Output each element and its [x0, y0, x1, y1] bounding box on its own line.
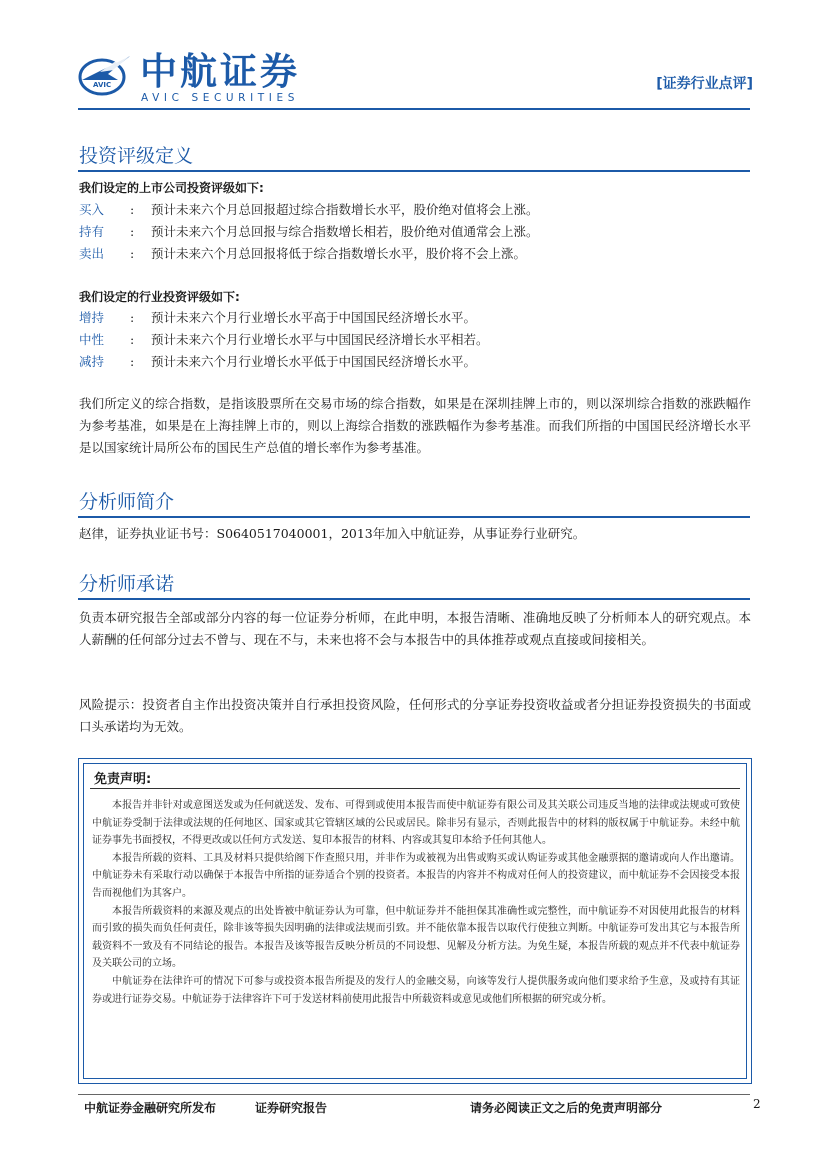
- rating-row: [79, 243, 751, 265]
- rating-label: 买入: [79, 202, 105, 217]
- footer-publisher: 中航证券金融研究所发布: [84, 1101, 217, 1115]
- rating-label: 持有: [79, 224, 105, 239]
- risk-warning: 风险提示：投资者自主作出投资决策并自行承担投资风险，任何形式的分享证券投资收益或者分担证券投资损失的书面或口头承诺均为无效。: [79, 697, 751, 734]
- rating-description: 预计未来六个月总回报将低于综合指数增长水平，股价将不会上涨。: [151, 246, 527, 261]
- disclaimer-title: 免责声明:: [94, 772, 152, 787]
- brand-name-en: AVIC SECURITIES: [141, 92, 299, 104]
- disclaimer-paragraph: 中航证券在法律许可的情况下可参与或投资本报告所提及的发行人的金融交易，向该等发行人提供服务或向他们要求给予生意，及或持有其证券或进行证券交易。中航证券于法律容许下可于发送材料前使用此报告中所载资料或意见或他们所根据的研究或分析。: [92, 975, 740, 1005]
- section-divider: [78, 598, 750, 600]
- disclaimer-divider: [90, 788, 740, 789]
- brand-name-cn: 中航证券: [140, 50, 300, 93]
- rating-label: 中性: [79, 332, 105, 347]
- header-divider: [78, 108, 750, 110]
- rating-row: [79, 307, 751, 329]
- section-divider: [78, 516, 750, 518]
- avic-logo: [78, 50, 138, 96]
- disclaimer-paragraph: 本报告并非针对或意图送发或为任何就送发、发布、可得到或使用本报告而使中航证券有限公司及其关联公司违反当地的法律或法规或可致使中航证券受制于法律或法规的任何地区、国家或其它管辖区域的公民或居民。除非另有显示，否则此报告中的材料的版权属于中航证券。未经中航证券事先书面授权，不得更改或以任何方式发送、复印本报告的材料、内容或其复印本给予任何其他人。: [92, 800, 740, 847]
- rating-description: 预计未来六个月行业增长水平低于中国国民经济增长水平。: [151, 354, 477, 369]
- section-title-ratings: 投资评级定义: [79, 145, 194, 167]
- index-definition-note: 我们所定义的综合指数，是指该股票所在交易市场的综合指数，如果是在深圳挂牌上市的，则以深圳综合指数的涨跌幅作为参考基准，如果是在上海挂牌上市的，则以上海综合指数的涨跌幅作为参考基准。而我们所指的中国国民经济增长水平是以国家统计局所公布的国民生产总值的增长率作为参考基准。: [79, 396, 751, 455]
- rating-label: 增持: [79, 310, 105, 325]
- rating-description: 预计未来六个月总回报超过综合指数增长水平，股价绝对值将会上涨。: [151, 202, 539, 217]
- rating-colon: :: [130, 354, 135, 369]
- analyst-commitment: 负责本研究报告全部或部分内容的每一位证券分析师，在此申明，本报告清晰、准确地反映了分析师本人的研究观点。本人薪酬的任何部分过去不曾与、现在不与，未来也将不会与本报告中的具体推荐或观点直接或间接相关。: [79, 610, 751, 647]
- section-divider: [78, 170, 750, 172]
- rating-label: 减持: [79, 354, 105, 369]
- rating-row: [79, 199, 751, 221]
- rating-row: [79, 329, 751, 351]
- rating-description: 预计未来六个月行业增长水平与中国国民经济增长水平相若。: [151, 332, 489, 347]
- footer-report-kind: 证券研究报告: [255, 1101, 328, 1115]
- rating-description: 预计未来六个月总回报与综合指数增长相若，股价绝对值通常会上涨。: [151, 224, 539, 239]
- report-type-tag: [证券行业点评]: [656, 76, 753, 92]
- page-number: 2: [753, 1097, 761, 1111]
- footer-divider: [78, 1094, 750, 1095]
- disclaimer-text: [92, 797, 740, 1008]
- section-title-commitment: 分析师承诺: [79, 573, 175, 595]
- footer-disclaimer-notice: 请务必阅读正文之后的免责声明部分: [470, 1101, 663, 1115]
- analyst-bio: 赵律，证券执业证书号：S0640517040001，2013年加入中航证券，从事证券行业研究。: [79, 526, 586, 541]
- industry-rating-heading: 我们设定的行业投资评级如下:: [79, 290, 240, 304]
- rating-colon: :: [130, 310, 135, 325]
- disclaimer-paragraph: 本报告所载的资料、工具及材料只提供给阁下作查照只用，并非作为或被视为出售或购买或认购证券或其他金融票据的邀请或向人作出邀请。中航证券未有采取行动以确保于本报告中所指的证券适合个别的投资者。本报告的内容并不构成对任何人的投资建议，而中航证券不会因接受本报告而视他们为其客户。: [92, 852, 740, 899]
- rating-colon: :: [130, 332, 135, 347]
- rating-row: [79, 351, 751, 373]
- rating-row: [79, 221, 751, 243]
- disclaimer-paragraph: 本报告所载资料的来源及观点的出处皆被中航证券认为可靠，但中航证券并不能担保其准确性或完整性，而中航证券不对因使用此报告的材料而引致的损失而负任何责任，除非该等损失因明确的法律或法规而引致。并不能依靠本报告以取代行使独立判断。中航证券可发出其它与本报告所载资料不一致及有不同结论的报告。本报告及该等报告反映分析员的不同设想、见解及分析方法。为免生疑，本报告所载的观点并不代表中航证券及关联公司的立场。: [92, 905, 740, 970]
- rating-colon: :: [130, 224, 135, 239]
- rating-label: 卖出: [79, 246, 105, 261]
- svg-text:AVIC: AVIC: [93, 81, 112, 89]
- company-rating-heading: 我们设定的上市公司投资评级如下:: [79, 181, 264, 195]
- section-title-analyst: 分析师简介: [79, 491, 175, 513]
- rating-colon: :: [130, 202, 135, 217]
- rating-colon: :: [130, 246, 135, 261]
- rating-description: 预计未来六个月行业增长水平高于中国国民经济增长水平。: [151, 310, 477, 325]
